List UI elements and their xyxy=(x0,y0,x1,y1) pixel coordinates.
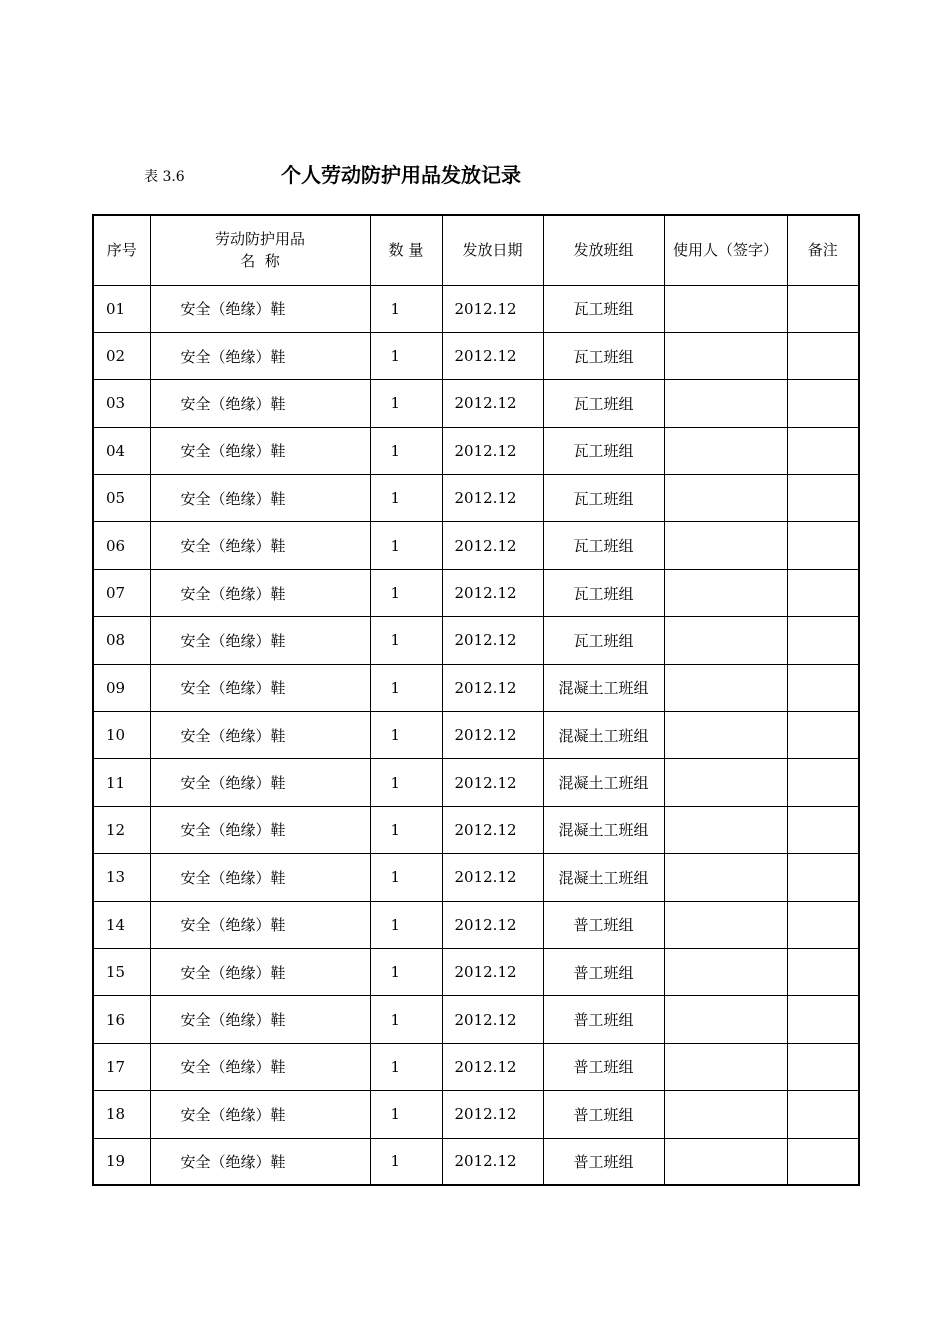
cell-note xyxy=(787,617,859,664)
cell-user-signature xyxy=(664,1138,787,1185)
cell-quantity: 1 xyxy=(370,901,442,948)
col-header-qty: 数 量 xyxy=(370,215,442,285)
cell-team: 瓦工班组 xyxy=(543,569,664,616)
col-header-note: 备注 xyxy=(787,215,859,285)
cell-item-name: 安全（绝缘）鞋 xyxy=(150,759,370,806)
table-row xyxy=(93,285,859,332)
table-row xyxy=(93,996,859,1043)
cell-user-signature xyxy=(664,569,787,616)
col-header-item xyxy=(150,215,370,285)
cell-team: 普工班组 xyxy=(543,996,664,1043)
cell-team: 瓦工班组 xyxy=(543,427,664,474)
cell-item-name: 安全（绝缘）鞋 xyxy=(150,854,370,901)
cell-item-name: 安全（绝缘）鞋 xyxy=(150,380,370,427)
cell-seq: 05 xyxy=(93,475,150,522)
cell-user-signature xyxy=(664,664,787,711)
cell-note xyxy=(787,664,859,711)
cell-quantity: 1 xyxy=(370,1138,442,1185)
cell-issue-date: 2012.12 xyxy=(442,1091,543,1138)
cell-note xyxy=(787,285,859,332)
cell-user-signature xyxy=(664,617,787,664)
cell-note xyxy=(787,901,859,948)
cell-team: 瓦工班组 xyxy=(543,522,664,569)
col-header-date: 发放日期 xyxy=(442,215,543,285)
col-header-item-line1: 劳动防护用品 xyxy=(214,230,305,249)
cell-user-signature xyxy=(664,1091,787,1138)
cell-team: 普工班组 xyxy=(543,901,664,948)
distribution-record-table xyxy=(92,214,860,1186)
cell-issue-date: 2012.12 xyxy=(442,806,543,853)
cell-team: 混凝土工班组 xyxy=(543,806,664,853)
cell-quantity: 1 xyxy=(370,522,442,569)
cell-seq: 01 xyxy=(93,285,150,332)
table-label: 表 3.6 xyxy=(144,169,185,185)
cell-issue-date: 2012.12 xyxy=(442,427,543,474)
cell-item-name: 安全（绝缘）鞋 xyxy=(150,332,370,379)
cell-quantity: 1 xyxy=(370,285,442,332)
cell-note xyxy=(787,806,859,853)
cell-quantity: 1 xyxy=(370,854,442,901)
cell-user-signature xyxy=(664,1043,787,1090)
cell-quantity: 1 xyxy=(370,1091,442,1138)
table-row xyxy=(93,332,859,379)
cell-note xyxy=(787,712,859,759)
cell-item-name: 安全（绝缘）鞋 xyxy=(150,806,370,853)
cell-item-name: 安全（绝缘）鞋 xyxy=(150,569,370,616)
cell-quantity: 1 xyxy=(370,712,442,759)
cell-team: 普工班组 xyxy=(543,1091,664,1138)
cell-item-name: 安全（绝缘）鞋 xyxy=(150,475,370,522)
cell-note xyxy=(787,759,859,806)
cell-quantity: 1 xyxy=(370,569,442,616)
cell-team: 混凝土工班组 xyxy=(543,759,664,806)
table-row xyxy=(93,475,859,522)
table-row xyxy=(93,427,859,474)
cell-user-signature xyxy=(664,996,787,1043)
table-row xyxy=(93,1138,859,1185)
cell-seq: 16 xyxy=(93,996,150,1043)
cell-item-name: 安全（绝缘）鞋 xyxy=(150,712,370,759)
cell-team: 普工班组 xyxy=(543,1043,664,1090)
cell-issue-date: 2012.12 xyxy=(442,1138,543,1185)
cell-team: 混凝土工班组 xyxy=(543,854,664,901)
cell-seq: 18 xyxy=(93,1091,150,1138)
cell-seq: 17 xyxy=(93,1043,150,1090)
col-header-team: 发放班组 xyxy=(543,215,664,285)
cell-issue-date: 2012.12 xyxy=(442,1043,543,1090)
cell-team: 普工班组 xyxy=(543,1138,664,1185)
cell-quantity: 1 xyxy=(370,475,442,522)
cell-issue-date: 2012.12 xyxy=(442,617,543,664)
cell-user-signature xyxy=(664,475,787,522)
cell-user-signature xyxy=(664,285,787,332)
cell-note xyxy=(787,1138,859,1185)
cell-note xyxy=(787,1043,859,1090)
cell-seq: 03 xyxy=(93,380,150,427)
table-row xyxy=(93,854,859,901)
cell-seq: 15 xyxy=(93,948,150,995)
cell-issue-date: 2012.12 xyxy=(442,759,543,806)
table-row xyxy=(93,664,859,711)
cell-team: 瓦工班组 xyxy=(543,285,664,332)
cell-seq: 19 xyxy=(93,1138,150,1185)
cell-note xyxy=(787,996,859,1043)
cell-item-name: 安全（绝缘）鞋 xyxy=(150,285,370,332)
cell-item-name: 安全（绝缘）鞋 xyxy=(150,1043,370,1090)
cell-user-signature xyxy=(664,380,787,427)
cell-seq: 14 xyxy=(93,901,150,948)
cell-note xyxy=(787,1091,859,1138)
cell-issue-date: 2012.12 xyxy=(442,664,543,711)
cell-quantity: 1 xyxy=(370,332,442,379)
cell-user-signature xyxy=(664,806,787,853)
cell-seq: 06 xyxy=(93,522,150,569)
cell-seq: 09 xyxy=(93,664,150,711)
cell-team: 瓦工班组 xyxy=(543,617,664,664)
cell-user-signature xyxy=(664,759,787,806)
cell-note xyxy=(787,948,859,995)
table-header-row xyxy=(93,215,859,285)
cell-seq: 04 xyxy=(93,427,150,474)
table-row xyxy=(93,617,859,664)
col-header-item-line2: 名 称 xyxy=(240,252,280,271)
cell-issue-date: 2012.12 xyxy=(442,854,543,901)
cell-quantity: 1 xyxy=(370,948,442,995)
table-row xyxy=(93,1043,859,1090)
cell-seq: 13 xyxy=(93,854,150,901)
cell-team: 混凝土工班组 xyxy=(543,712,664,759)
cell-user-signature xyxy=(664,712,787,759)
cell-item-name: 安全（绝缘）鞋 xyxy=(150,522,370,569)
cell-issue-date: 2012.12 xyxy=(442,569,543,616)
table-row xyxy=(93,806,859,853)
cell-issue-date: 2012.12 xyxy=(442,380,543,427)
cell-item-name: 安全（绝缘）鞋 xyxy=(150,901,370,948)
cell-seq: 10 xyxy=(93,712,150,759)
cell-note xyxy=(787,427,859,474)
cell-item-name: 安全（绝缘）鞋 xyxy=(150,664,370,711)
cell-quantity: 1 xyxy=(370,427,442,474)
table-row xyxy=(93,759,859,806)
cell-issue-date: 2012.12 xyxy=(442,996,543,1043)
table-row xyxy=(93,712,859,759)
col-header-seq: 序号 xyxy=(93,215,150,285)
cell-issue-date: 2012.12 xyxy=(442,475,543,522)
cell-user-signature xyxy=(664,854,787,901)
cell-team: 瓦工班组 xyxy=(543,380,664,427)
cell-seq: 08 xyxy=(93,617,150,664)
cell-user-signature xyxy=(664,332,787,379)
cell-team: 普工班组 xyxy=(543,948,664,995)
cell-team: 混凝土工班组 xyxy=(543,664,664,711)
col-header-user: 使用人（签字） xyxy=(664,215,787,285)
cell-seq: 07 xyxy=(93,569,150,616)
cell-quantity: 1 xyxy=(370,996,442,1043)
cell-team: 瓦工班组 xyxy=(543,475,664,522)
table-row xyxy=(93,569,859,616)
cell-issue-date: 2012.12 xyxy=(442,522,543,569)
cell-item-name: 安全（绝缘）鞋 xyxy=(150,1091,370,1138)
document-title: 个人劳动防护用品发放记录 xyxy=(281,163,521,187)
cell-seq: 12 xyxy=(93,806,150,853)
cell-issue-date: 2012.12 xyxy=(442,948,543,995)
table-row xyxy=(93,380,859,427)
cell-issue-date: 2012.12 xyxy=(442,712,543,759)
cell-note xyxy=(787,569,859,616)
cell-item-name: 安全（绝缘）鞋 xyxy=(150,1138,370,1185)
cell-user-signature xyxy=(664,522,787,569)
table-row xyxy=(93,1091,859,1138)
cell-item-name: 安全（绝缘）鞋 xyxy=(150,948,370,995)
cell-quantity: 1 xyxy=(370,806,442,853)
table-row xyxy=(93,522,859,569)
cell-seq: 02 xyxy=(93,332,150,379)
cell-note xyxy=(787,854,859,901)
cell-issue-date: 2012.12 xyxy=(442,332,543,379)
cell-user-signature xyxy=(664,948,787,995)
cell-user-signature xyxy=(664,901,787,948)
table-row xyxy=(93,901,859,948)
cell-note xyxy=(787,475,859,522)
cell-team: 瓦工班组 xyxy=(543,332,664,379)
cell-item-name: 安全（绝缘）鞋 xyxy=(150,427,370,474)
cell-item-name: 安全（绝缘）鞋 xyxy=(150,617,370,664)
cell-user-signature xyxy=(664,427,787,474)
cell-quantity: 1 xyxy=(370,380,442,427)
table-row xyxy=(93,948,859,995)
cell-quantity: 1 xyxy=(370,1043,442,1090)
cell-quantity: 1 xyxy=(370,617,442,664)
cell-note xyxy=(787,522,859,569)
cell-note xyxy=(787,380,859,427)
cell-issue-date: 2012.12 xyxy=(442,901,543,948)
cell-note xyxy=(787,332,859,379)
cell-item-name: 安全（绝缘）鞋 xyxy=(150,996,370,1043)
cell-quantity: 1 xyxy=(370,759,442,806)
cell-seq: 11 xyxy=(93,759,150,806)
cell-quantity: 1 xyxy=(370,664,442,711)
cell-issue-date: 2012.12 xyxy=(442,285,543,332)
